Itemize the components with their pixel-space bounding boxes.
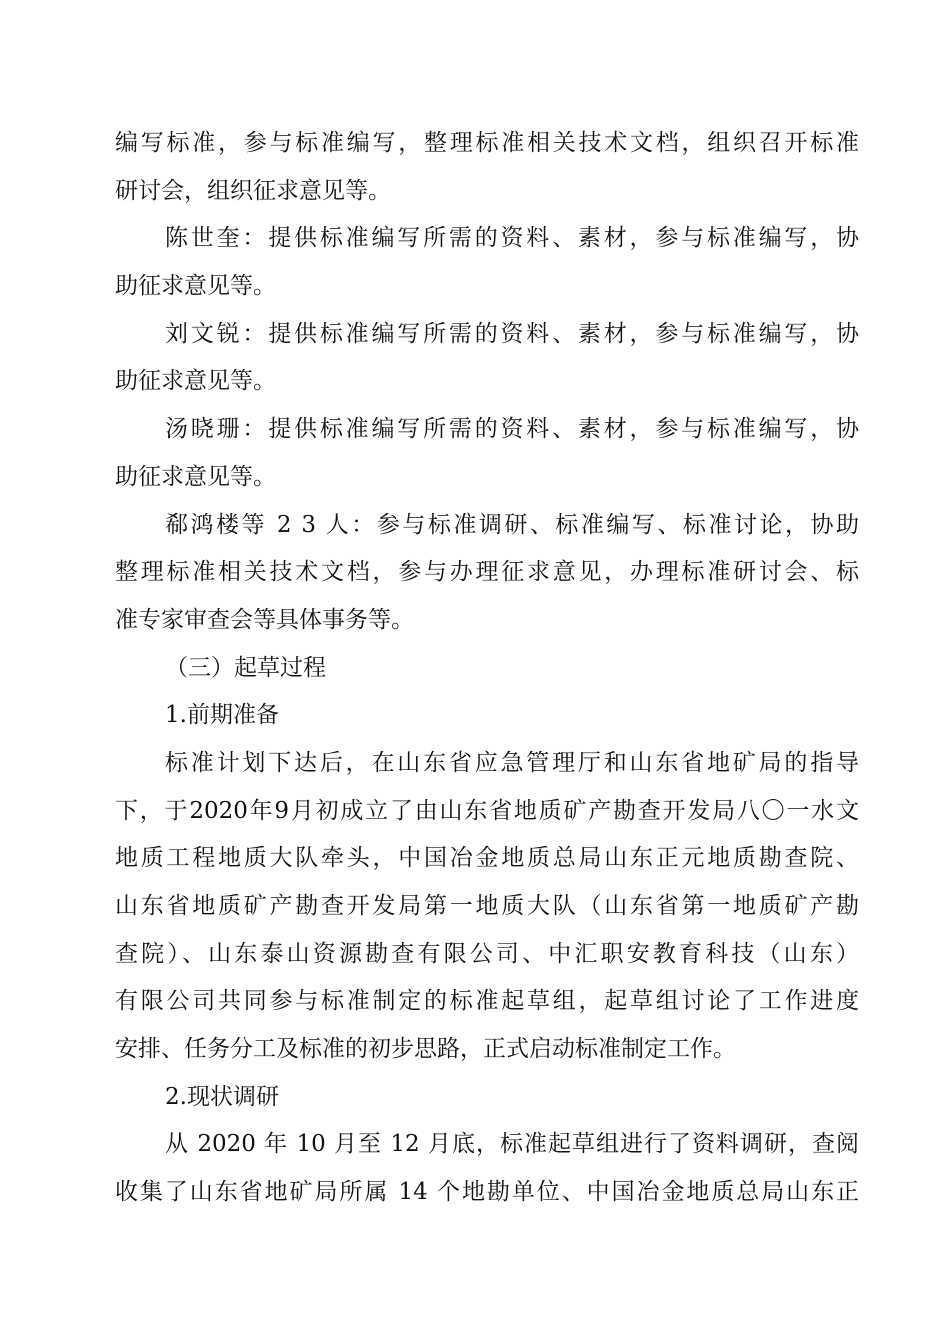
text-line: 从 2020 年 10 月至 12 月底，标准起草组进行了资料调研，查阅 — [165, 1131, 859, 1158]
text-line: 研讨会，组织征求意见等。 — [115, 177, 391, 204]
text-line: 准专家审查会等具体事务等。 — [115, 606, 414, 633]
text-line: 整理标准相关技术文档，参与办理征求意见，办理标准研讨会、标 — [115, 559, 859, 586]
text-line: 安排、任务分工及标准的初步思路，正式启动标准制定工作。 — [115, 1036, 736, 1063]
paragraph — [115, 645, 859, 693]
text-line: 1.前期准备 — [165, 702, 279, 729]
text-line: 标准计划下达后，在山东省应急管理厅和山东省地矿局的指导 — [165, 749, 859, 776]
text-line: 助征求意见等。 — [115, 463, 276, 490]
paragraph — [115, 215, 859, 310]
text-line: 陈世奎：提供标准编写所需的资料、素材，参与标准编写，协 — [165, 225, 859, 252]
text-line: 助征求意见等。 — [115, 273, 276, 300]
paragraph — [115, 1121, 859, 1216]
paragraph — [115, 406, 859, 501]
paragraph — [115, 692, 859, 740]
text-line: 编写标准，参与标准编写，整理标准相关技术文档，组织召开标准 — [115, 130, 859, 156]
text-line: （三）起草过程 — [165, 654, 326, 681]
text-line: 有限公司共同参与标准制定的标准起草组，起草组讨论了工作进度 — [115, 988, 859, 1015]
paragraph — [115, 1074, 859, 1122]
text-line: 汤晓珊：提供标准编写所需的资料、素材，参与标准编写，协 — [165, 416, 859, 443]
document-page — [115, 120, 859, 1217]
text-line: 地质工程地质大队牵头，中国冶金地质总局山东正元地质勘查院、 — [115, 845, 859, 872]
text-line: 郗鸿楼等 2 3 人：参与标准调研、标准编写、标准讨论，协助 — [165, 511, 859, 538]
text-line: 收集了山东省地矿局所属 14 个地勘单位、中国冶金地质总局山东正 — [115, 1179, 859, 1206]
text-line: 刘文锐：提供标准编写所需的资料、素材，参与标准编写，协 — [165, 320, 859, 347]
text-line: 下，于2020年9月初成立了由山东省地质矿产勘查开发局八〇一水文 — [115, 797, 859, 824]
text-line: 助征求意见等。 — [115, 368, 276, 395]
text-line: 2.现状调研 — [165, 1083, 279, 1110]
paragraph — [115, 311, 859, 406]
paragraph — [115, 502, 859, 645]
paragraph — [115, 120, 859, 215]
paragraph — [115, 740, 859, 1074]
text-line: 山东省地质矿产勘查开发局第一地质大队（山东省第一地质矿产勘 — [115, 893, 859, 919]
text-line: 查院）、山东泰山资源勘查有限公司、中汇职安教育科技（山东） — [115, 940, 859, 967]
